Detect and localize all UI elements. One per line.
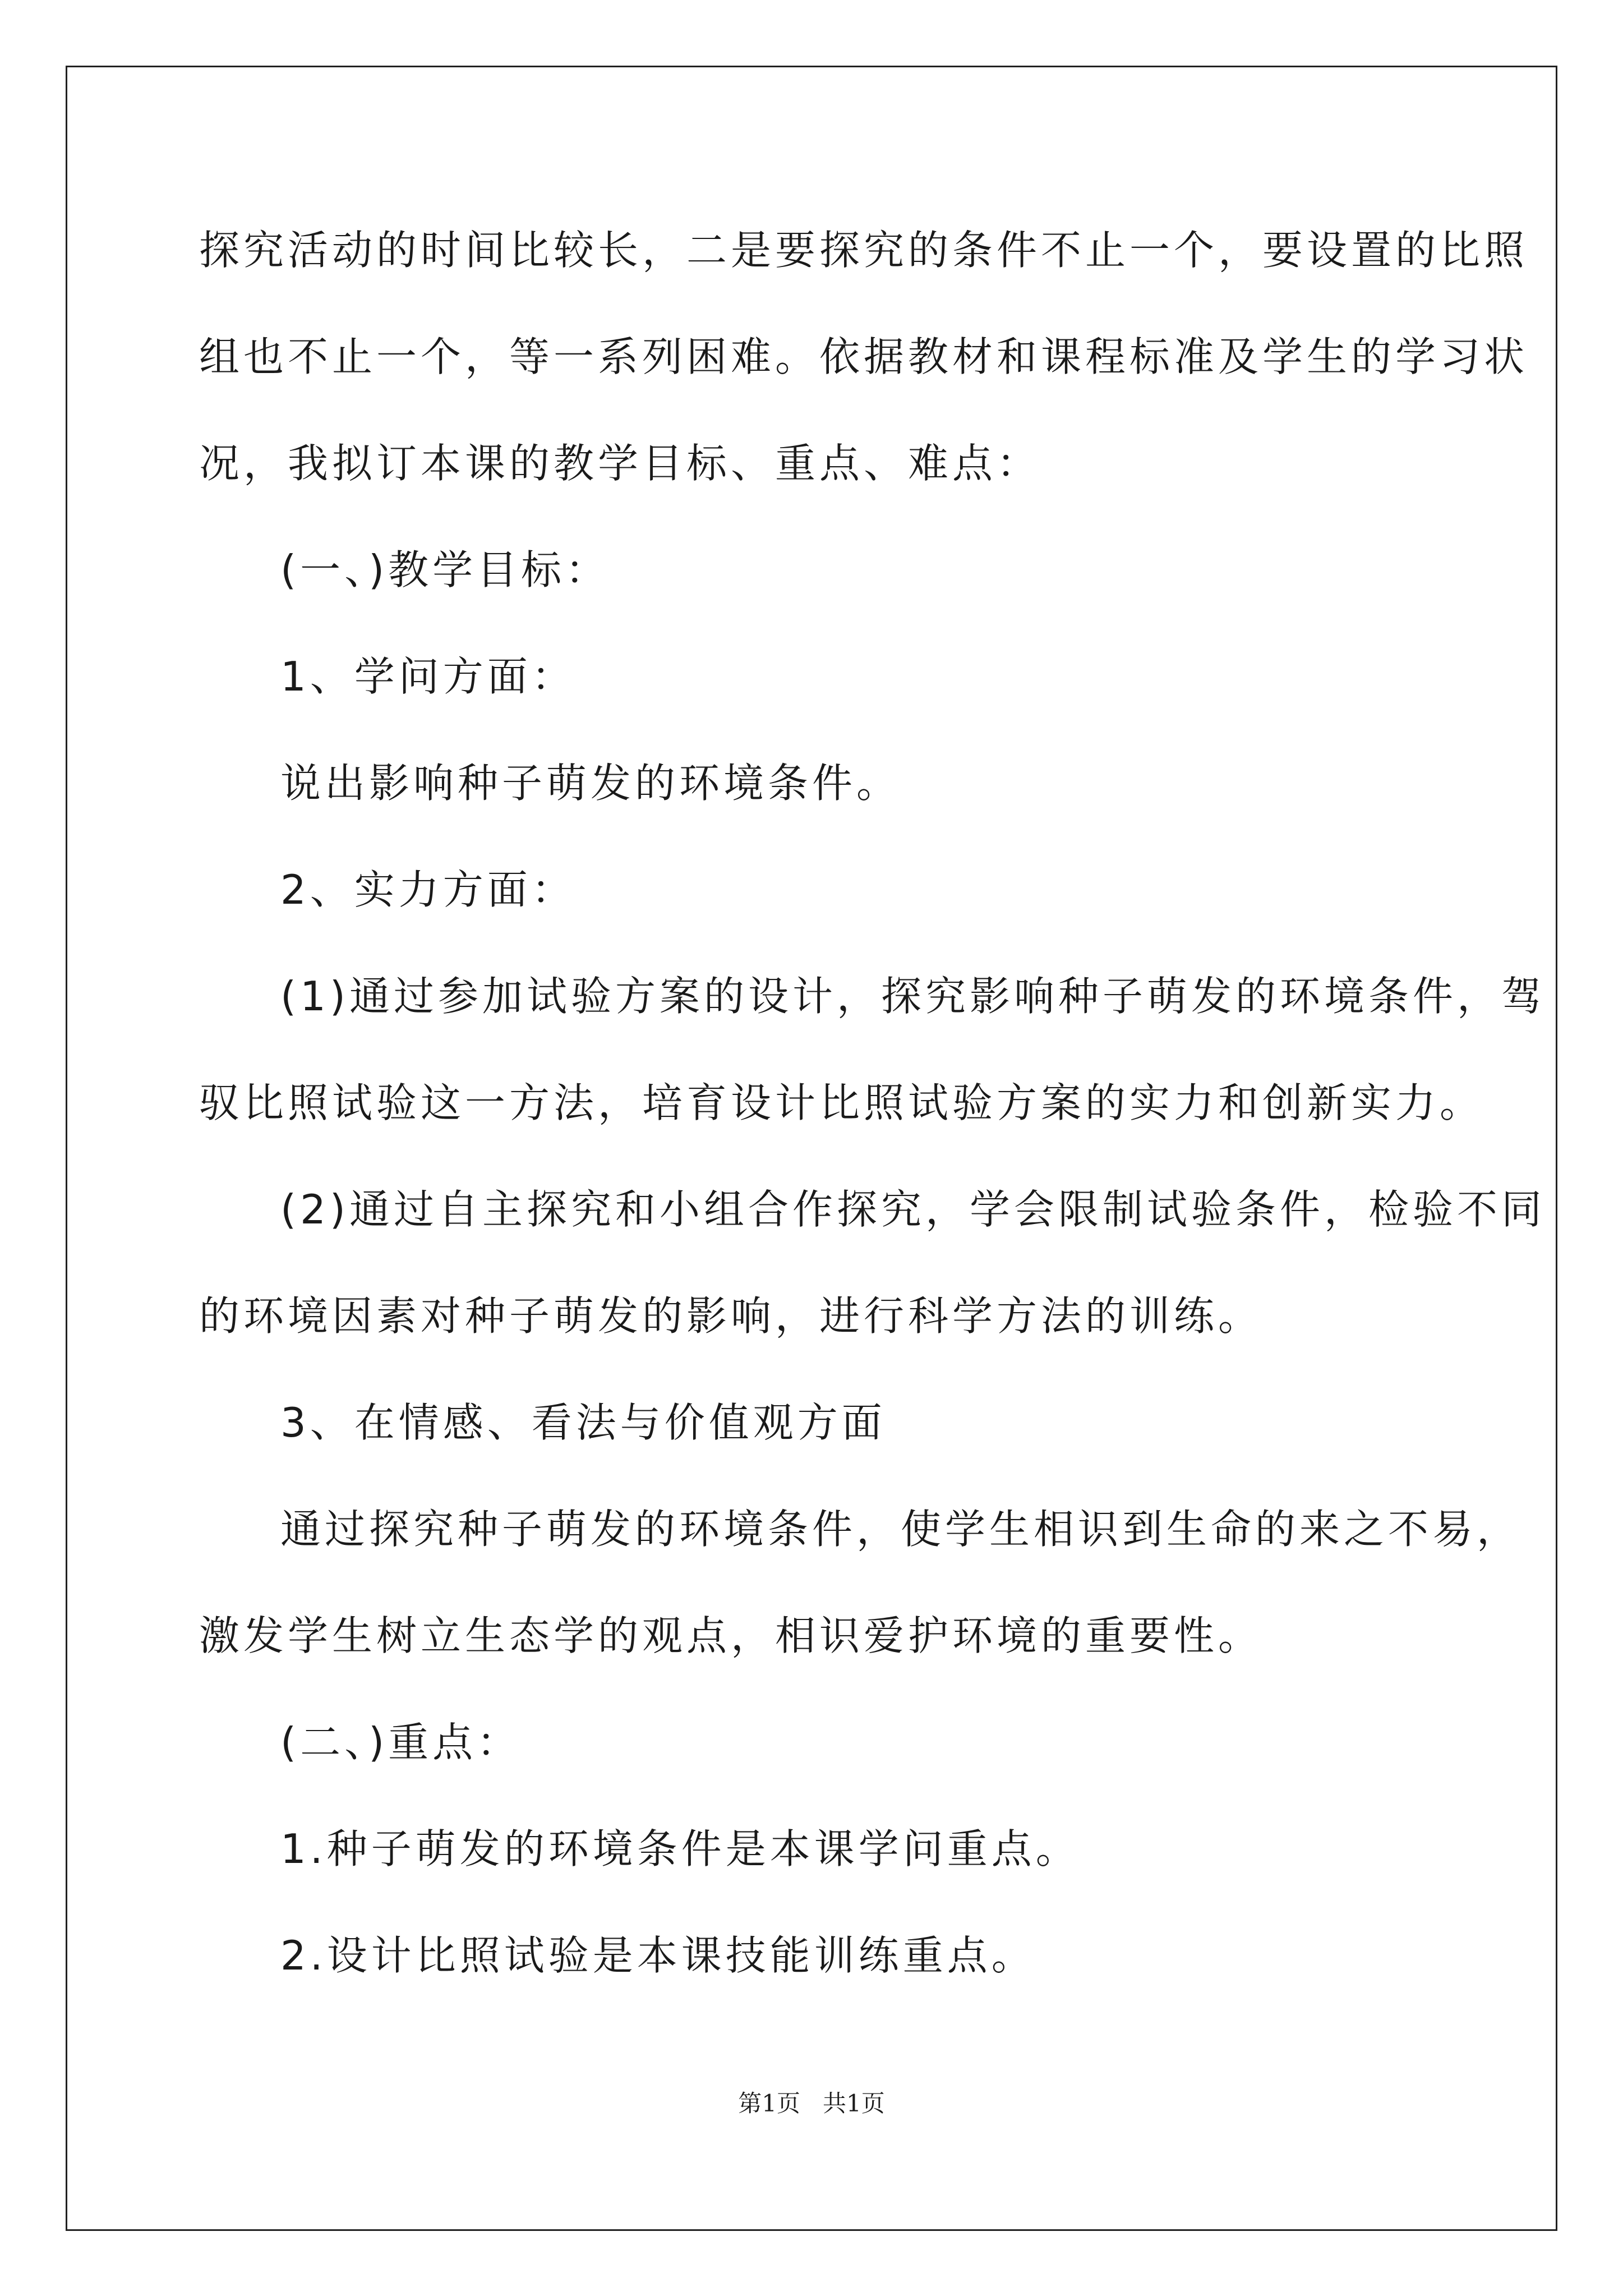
paragraph-line: 的环境因素对种子萌发的影响，进行科学方法的训练。 [199,1292,1263,1340]
paragraph-line: 激发学生树立生态学的观点，相识爱护环境的重要性。 [199,1612,1263,1659]
page-number-footer: 第1页 共1页 [738,2090,885,2117]
section-heading: (二、)重点： [280,1719,522,1766]
paragraph-line: 说出影响种子萌发的环境条件。 [280,760,901,807]
paragraph-line: 探究活动的时间比较长，二是要探究的条件不止一个，要设置的比照 [199,227,1529,274]
subsection-heading: 2、实力方面： [280,866,576,913]
paragraph-line: 组也不止一个，等一系列困难。依据教材和课程标准及学生的学习状 [199,333,1529,380]
paragraph-line: (1)通过参加试验方案的设计，探究影响种子萌发的环境条件，驾 [280,973,1546,1020]
paragraph-line: 通过探究种子萌发的环境条件，使学生相识到生命的来之不易， [280,1506,1521,1553]
subsection-heading: 1、学问方面： [280,653,576,700]
paragraph-line: 况，我拟订本课的教学目标、重点、难点： [199,440,1041,487]
paragraph-line: 驭比照试验这一方法，培育设计比照试验方案的实力和创新实力。 [199,1079,1484,1126]
section-heading: (一、)教学目标： [280,546,610,593]
paragraph-line: 1.种子萌发的环境条件是本课学问重点。 [280,1825,1080,1872]
paragraph-line: (2)通过自主探究和小组合作探究，学会限制试验条件，检验不同 [280,1186,1546,1233]
page-border [66,66,1557,2231]
subsection-heading: 3、在情感、看法与价值观方面 [280,1399,886,1446]
paragraph-line: 2.设计比照试验是本课技能训练重点。 [280,1932,1036,1979]
